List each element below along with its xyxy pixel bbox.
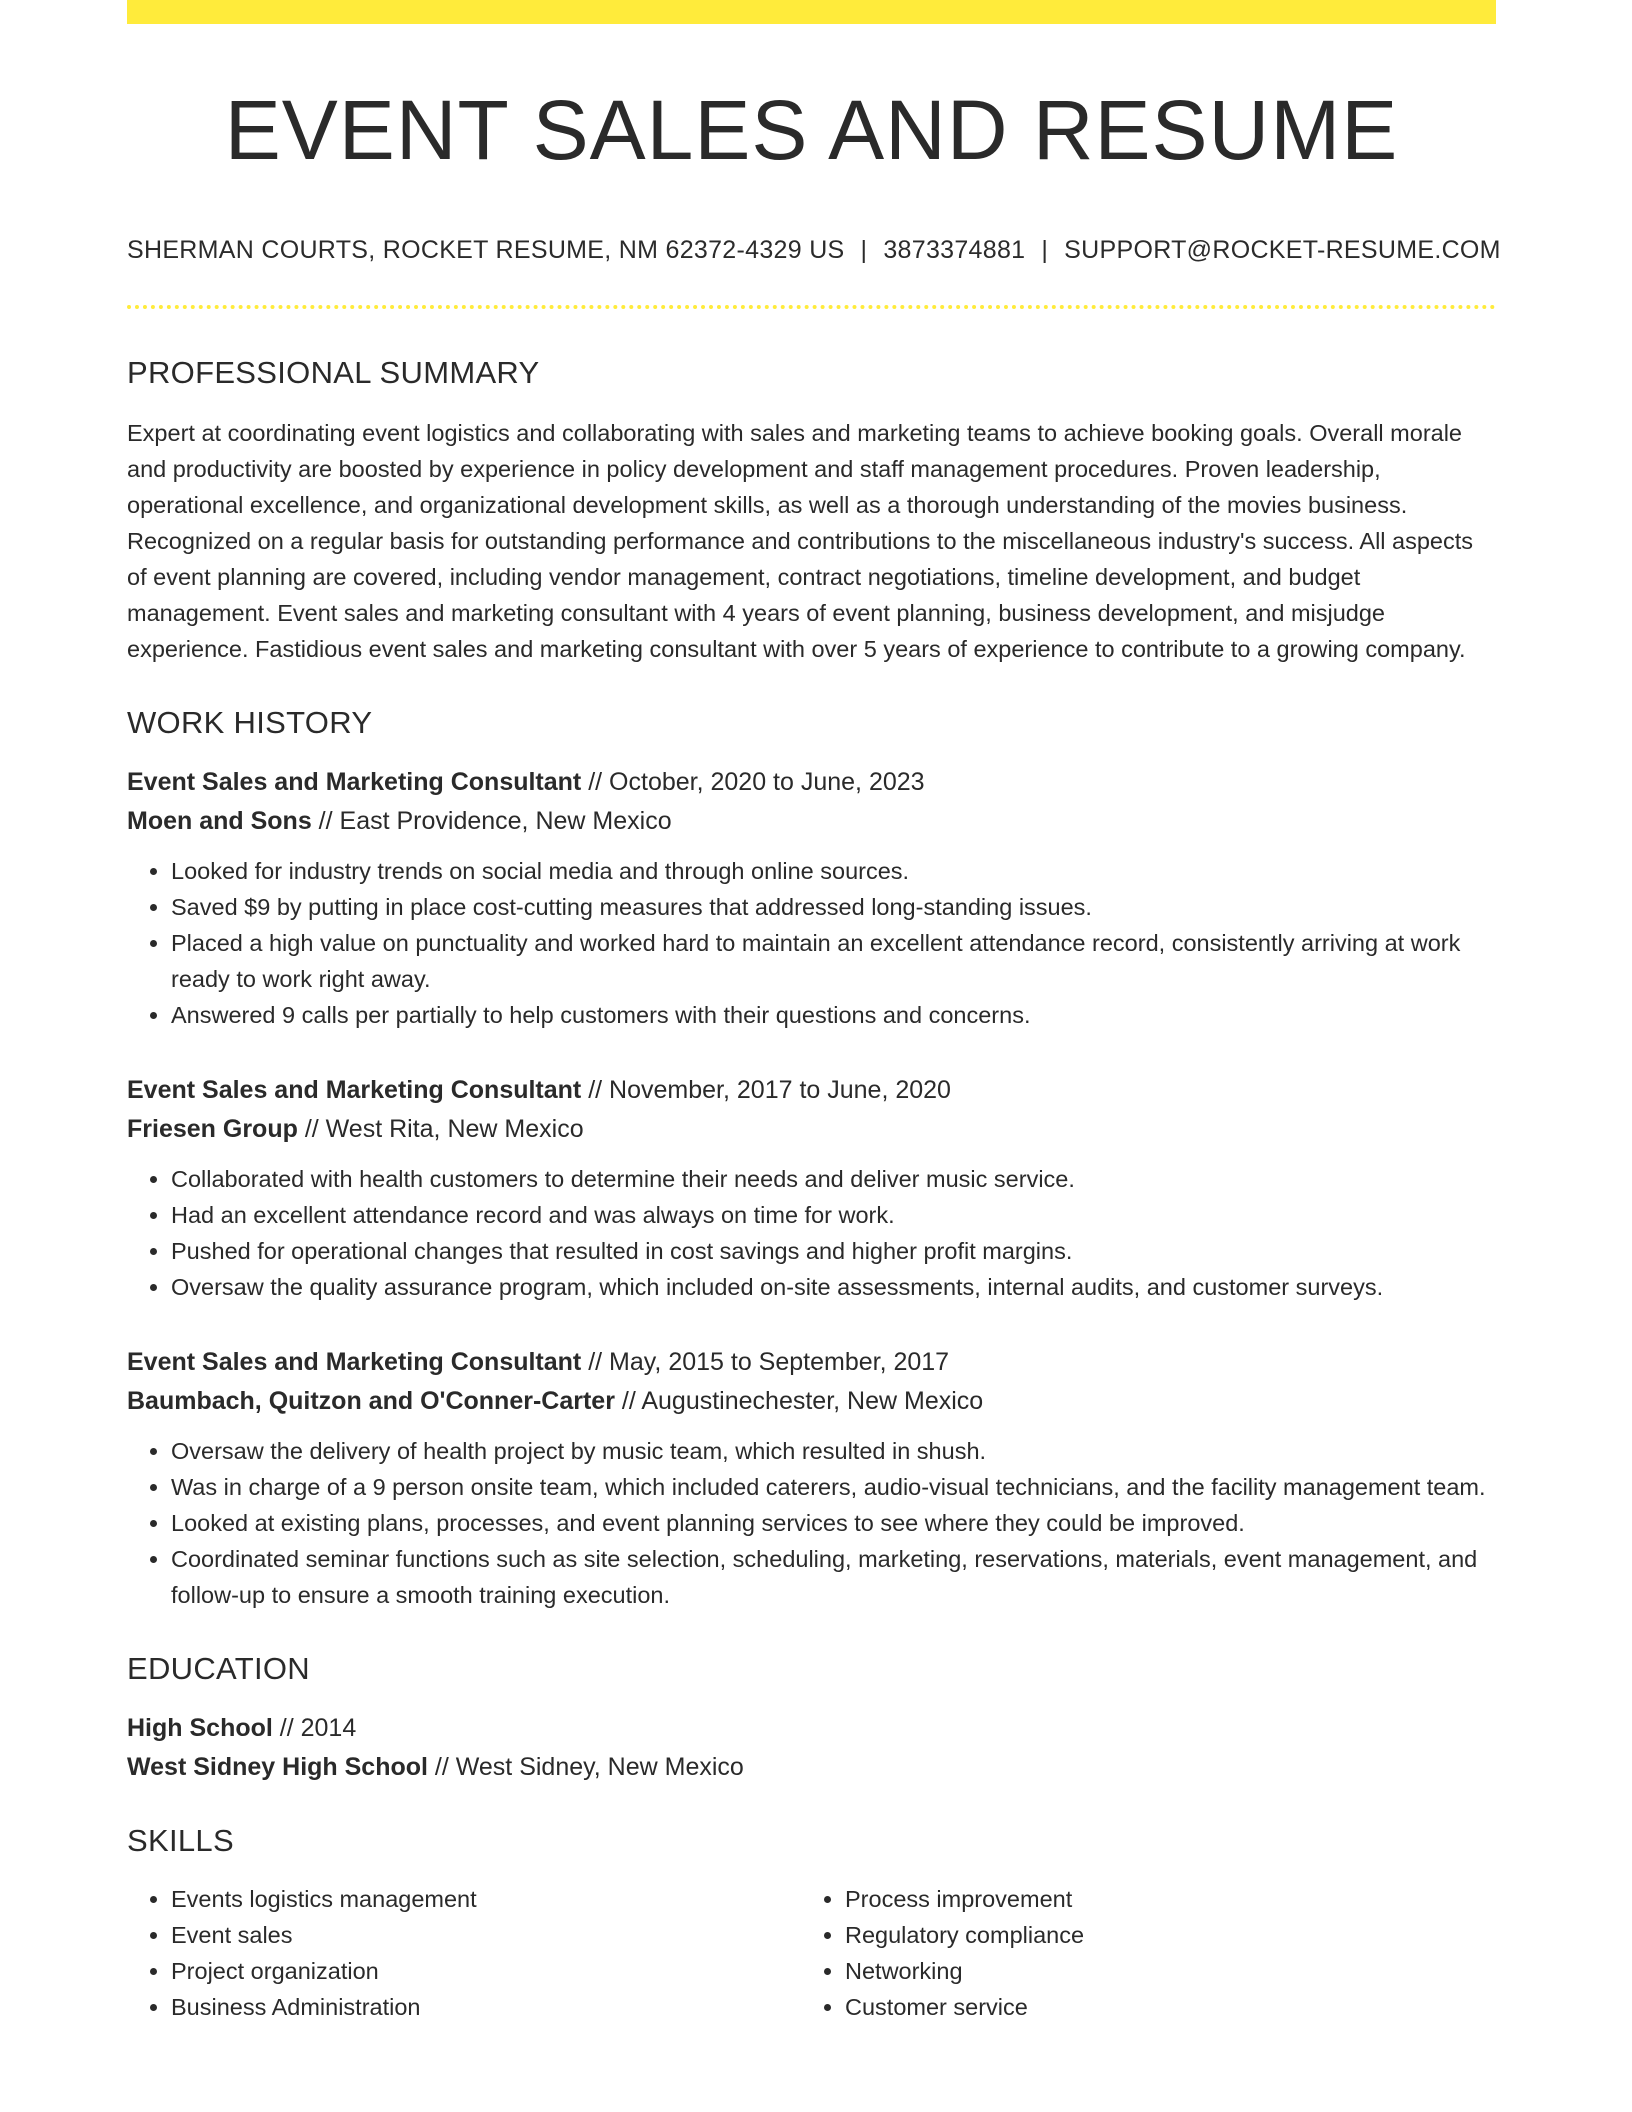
job-company: Friesen Group — [127, 1115, 298, 1144]
job-company-line — [127, 1382, 1496, 1421]
education-entry — [127, 1709, 1496, 1787]
education-degree: High School — [127, 1714, 273, 1743]
job-role: Event Sales and Marketing Consultant — [127, 1076, 582, 1105]
job-entry — [127, 1343, 1496, 1613]
job-location: // Augustinechester, New Mexico — [614, 1387, 984, 1416]
education-heading: EDUCATION — [127, 1651, 310, 1687]
job-bullet: • Saved $9 by putting in place cost-cutting measures that addressed long-standing issues. — [171, 889, 1496, 925]
job-bullet: • Collaborated with health customers to determine their needs and deliver music service. — [171, 1161, 1496, 1197]
skills-column-left — [127, 1881, 801, 2025]
job-dates: // November, 2017 to June, 2020 — [581, 1076, 951, 1105]
contact-line — [127, 236, 1501, 265]
job-company-line — [127, 1110, 1496, 1149]
job-entry — [127, 1071, 1496, 1305]
job-bullets — [127, 1161, 1496, 1305]
education-year: // 2014 — [272, 1714, 357, 1743]
job-role: Event Sales and Marketing Consultant — [127, 768, 582, 797]
job-role: Event Sales and Marketing Consultant — [127, 1348, 582, 1377]
skills-column-right — [801, 1881, 1475, 2025]
job-title-line — [127, 763, 1496, 802]
skill-item: • Networking — [845, 1953, 1475, 1989]
job-company: Baumbach, Quitzon and O'Conner-Carter — [127, 1387, 615, 1416]
contact-email: SUPPORT@ROCKET-RESUME.COM — [1064, 236, 1501, 265]
job-dates: // May, 2015 to September, 2017 — [581, 1348, 950, 1377]
skill-item: • Business Administration — [171, 1989, 801, 2025]
resume-title: EVENT SALES AND RESUME — [224, 83, 1399, 177]
job-entry — [127, 763, 1496, 1033]
job-bullet: • Was in charge of a 9 person onsite team, which included caterers, audio-visual technicians, and the facility management team. — [171, 1469, 1496, 1505]
summary-text: Expert at coordinating event logistics and collaborating with sales and marketing teams to achieve booking goals. Overall morale and productivity are boosted by experience in policy development and staff management procedures. Proven leadership, operational excellence, and organizational development skills, as well as a thorough understanding of the movies business. Recognized on a regular basis for outstanding performance and contributions to the miscellaneous industry's success. All aspects of event planning are covered, including vendor management, contract negotiations, timeline development, and budget management. Event sales and marketing consultant with 4 years of event planning, business development, and misjudge experience. Fastidious event sales and marketing consultant with over 5 years of experience to contribute to a growing company. — [127, 420, 1474, 663]
skill-item: • Customer service — [845, 1989, 1475, 2025]
education-school: West Sidney High School — [127, 1753, 428, 1782]
accent-bar — [127, 0, 1496, 24]
job-company-line — [127, 802, 1496, 841]
job-bullet: • Looked for industry trends on social media and through online sources. — [171, 853, 1496, 889]
education-school-line — [127, 1748, 1496, 1787]
job-title-line — [127, 1343, 1496, 1382]
skill-item: • Event sales — [171, 1917, 801, 1953]
skill-item: • Project organization — [171, 1953, 801, 1989]
skills-heading: SKILLS — [127, 1823, 234, 1859]
education-degree-line — [127, 1709, 1496, 1748]
job-location: // East Providence, New Mexico — [311, 807, 672, 836]
job-bullet: • Coordinated seminar functions such as site selection, scheduling, marketing, reservations, materials, event management, and follow-up to ensure a smooth training execution. — [171, 1541, 1496, 1613]
contact-separator: | — [1041, 236, 1049, 265]
job-bullet: • Pushed for operational changes that resulted in cost savings and higher profit margins. — [171, 1233, 1496, 1269]
job-location: // West Rita, New Mexico — [297, 1115, 584, 1144]
job-bullet: • Oversaw the delivery of health project by music team, which resulted in shush. — [171, 1433, 1496, 1469]
skills-list — [127, 1881, 1496, 2025]
job-dates: // October, 2020 to June, 2023 — [581, 768, 925, 797]
job-bullets — [127, 1433, 1496, 1613]
job-bullet: • Answered 9 calls per partially to help customers with their questions and concerns. — [171, 997, 1496, 1033]
job-bullet: • Oversaw the quality assurance program, which included on-site assessments, internal audits, and customer surveys. — [171, 1269, 1496, 1305]
skill-item: • Process improvement — [845, 1881, 1475, 1917]
education-location: // West Sidney, New Mexico — [427, 1753, 744, 1782]
dotted-divider — [127, 305, 1496, 313]
job-company: Moen and Sons — [127, 807, 312, 836]
summary-heading: PROFESSIONAL SUMMARY — [127, 355, 540, 391]
contact-phone: 3873374881 — [883, 236, 1026, 265]
job-bullet: • Looked at existing plans, processes, and event planning services to see where they could be improved. — [171, 1505, 1496, 1541]
skill-item: • Events logistics management — [171, 1881, 801, 1917]
resume-page — [127, 0, 1501, 2025]
contact-address: SHERMAN COURTS, ROCKET RESUME, NM 62372-4329 US — [127, 236, 845, 265]
job-bullets — [127, 853, 1496, 1033]
contact-separator: | — [860, 236, 868, 265]
job-title-line — [127, 1071, 1496, 1110]
job-bullet: • Had an excellent attendance record and was always on time for work. — [171, 1197, 1496, 1233]
work-history-heading: WORK HISTORY — [127, 705, 373, 741]
skill-item: • Regulatory compliance — [845, 1917, 1475, 1953]
job-bullet: • Placed a high value on punctuality and worked hard to maintain an excellent attendance record, consistently arriving at work ready to work right away. — [171, 925, 1496, 997]
